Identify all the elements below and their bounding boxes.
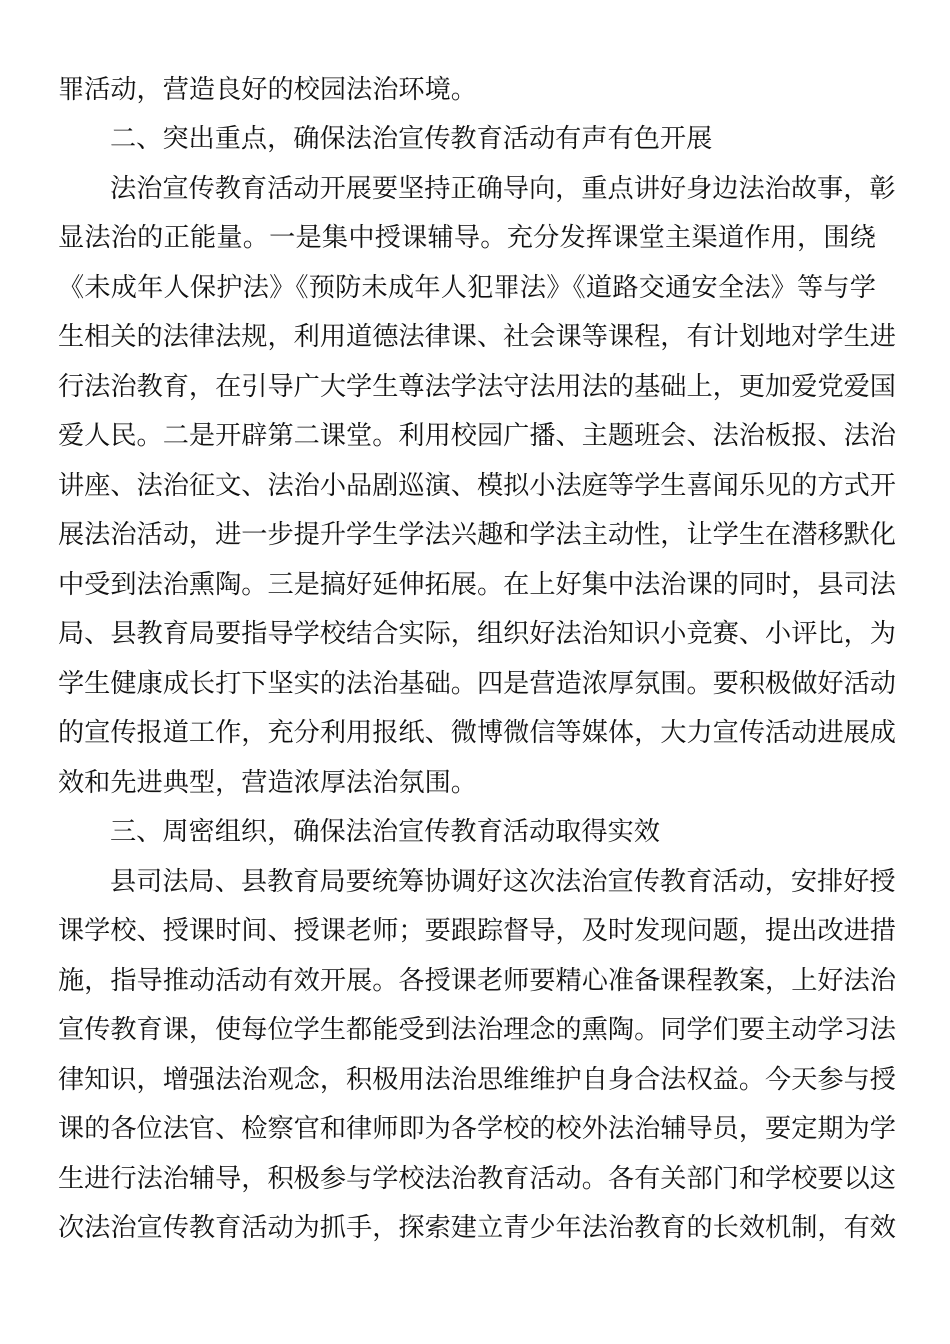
text-line: 效和先进典型，营造浓厚法治氛围。 (58, 768, 477, 798)
text-line: 施，指导推动活动有效开展。各授课老师要精心准备课程教案，上好法治 (58, 966, 896, 996)
text-line: 局、县教育局要指导学校结合实际，组织好法治知识小竞赛、小评比，为 (58, 619, 896, 649)
text-line: 显法治的正能量。一是集中授课辅导。充分发挥课堂主渠道作用，围绕 (58, 223, 876, 253)
text-line: 生相关的法律法规，利用道德法律课、社会课等课程，有计划地对学生进 (58, 322, 896, 352)
text-line: 讲座、法治征文、法治小品剧巡演、模拟小法庭等学生喜闻乐见的方式开 (58, 471, 896, 501)
text-line: 县司法局、县教育局要统筹协调好这次法治宣传教育活动，安排好授 (110, 867, 896, 897)
text-line: 学生健康成长打下坚实的法治基础。四是营造浓厚氛围。要积极做好活动 (58, 669, 896, 699)
text-line: 罪活动，营造良好的校园法治环境。 (58, 75, 477, 105)
text-line: 课学校、授课时间、授课老师；要跟踪督导，及时发现问题，提出改进措 (58, 916, 896, 946)
text-line: 中受到法治熏陶。三是搞好延伸拓展。在上好集中法治课的同时，县司法 (58, 570, 896, 600)
text-line: 爱人民。二是开辟第二课堂。利用校园广播、主题班会、法治板报、法治 (58, 421, 896, 451)
text-line: 律知识，增强法治观念，积极用法治思维维护自身合法权益。今天参与授 (58, 1065, 896, 1095)
section-heading: 二、突出重点，确保法治宣传教育活动有声有色开展 (110, 124, 713, 154)
section-heading: 三、周密组织，确保法治宣传教育活动取得实效 (110, 817, 660, 847)
text-line: 生进行法治辅导，积极参与学校法治教育活动。各有关部门和学校要以这 (58, 1164, 896, 1194)
text-line: 行法治教育，在引导广大学生尊法学法守法用法的基础上，更加爱党爱国 (58, 372, 896, 402)
text-line: 次法治宣传教育活动为抓手，探索建立青少年法治教育的长效机制，有效 (58, 1213, 896, 1243)
text-line: 课的各位法官、检察官和律师即为各学校的校外法治辅导员，要定期为学 (58, 1114, 896, 1144)
text-line: 展法治活动，进一步提升学生学法兴趣和学法主动性，让学生在潜移默化 (58, 520, 896, 550)
text-line: 法治宣传教育活动开展要坚持正确导向，重点讲好身边法治故事，彰 (110, 174, 896, 204)
text-line: 的宣传报道工作，充分利用报纸、微博微信等媒体，大力宣传活动进展成 (58, 718, 896, 748)
text-line: 宣传教育课，使每位学生都能受到法治理念的熏陶。同学们要主动学习法 (58, 1015, 896, 1045)
text-line: 《未成年人保护法》《预防未成年人犯罪法》《道路交通安全法》等与学 (58, 273, 876, 303)
